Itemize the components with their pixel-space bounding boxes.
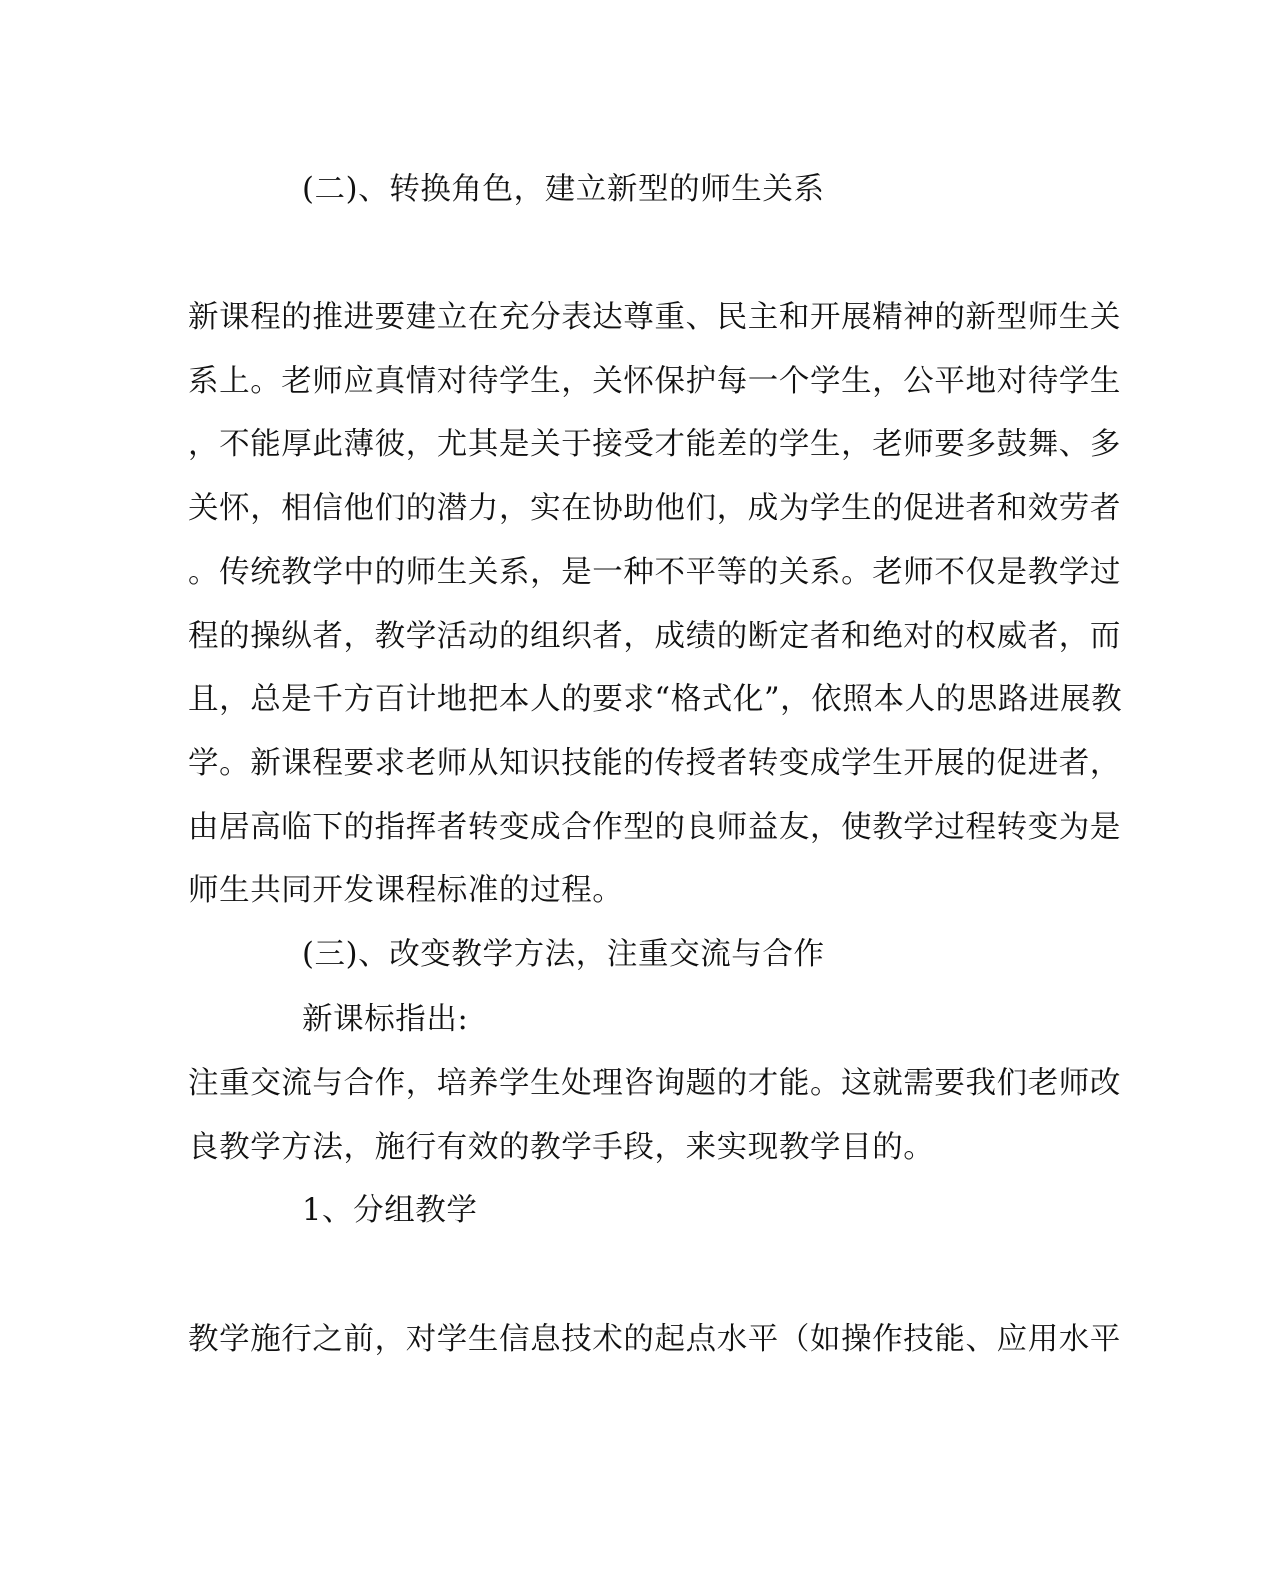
paragraph-line: 新课程的推进要建立在充分表达尊重、民主和开展精神的新型师生关 bbox=[188, 300, 1121, 335]
paragraph-line: 教学施行之前，对学生信息技术的起点水平（如操作技能、应用水平 bbox=[188, 1322, 1121, 1357]
paragraph-line: 由居高临下的指挥者转变成合作型的良师益友，使教学过程转变为是 bbox=[188, 810, 1121, 845]
paragraph-line: 师生共同开发课程标准的过程。 bbox=[188, 873, 624, 908]
paragraph-line: 良教学方法，施行有效的教学手段，来实现教学目的。 bbox=[188, 1130, 935, 1165]
section-heading-3: (三)、改变教学方法，注重交流与合作 bbox=[302, 937, 825, 972]
paragraph-line: 注重交流与合作，培养学生处理咨询题的才能。这就需要我们老师改 bbox=[188, 1066, 1121, 1101]
paragraph-line: ，不能厚此薄彼，尤其是关于接受才能差的学生，老师要多鼓舞、多 bbox=[188, 427, 1121, 462]
paragraph-line: 。传统教学中的师生关系，是一种不平等的关系。老师不仅是教学过 bbox=[188, 555, 1121, 590]
paragraph-line: 且，总是千方百计地把本人的要求“格式化”，依照本人的思路进展教 bbox=[188, 682, 1123, 717]
paragraph-intro: 新课标指出: bbox=[302, 1002, 469, 1037]
paragraph-line: 系上。老师应真情对待学生，关怀保护每一个学生，公平地对待学生 bbox=[188, 364, 1121, 399]
section-heading-2: (二)、转换角色，建立新型的师生关系 bbox=[302, 172, 825, 207]
subheading-group-teaching: 1、分组教学 bbox=[302, 1193, 478, 1228]
paragraph-line: 程的操纵者，教学活动的组织者，成绩的断定者和绝对的权威者，而 bbox=[188, 619, 1121, 654]
paragraph-line: 学。新课程要求老师从知识技能的传授者转变成学生开展的促进者， bbox=[188, 746, 1121, 781]
paragraph-line: 关怀，相信他们的潜力，实在协助他们，成为学生的促进者和效劳者 bbox=[188, 491, 1121, 526]
